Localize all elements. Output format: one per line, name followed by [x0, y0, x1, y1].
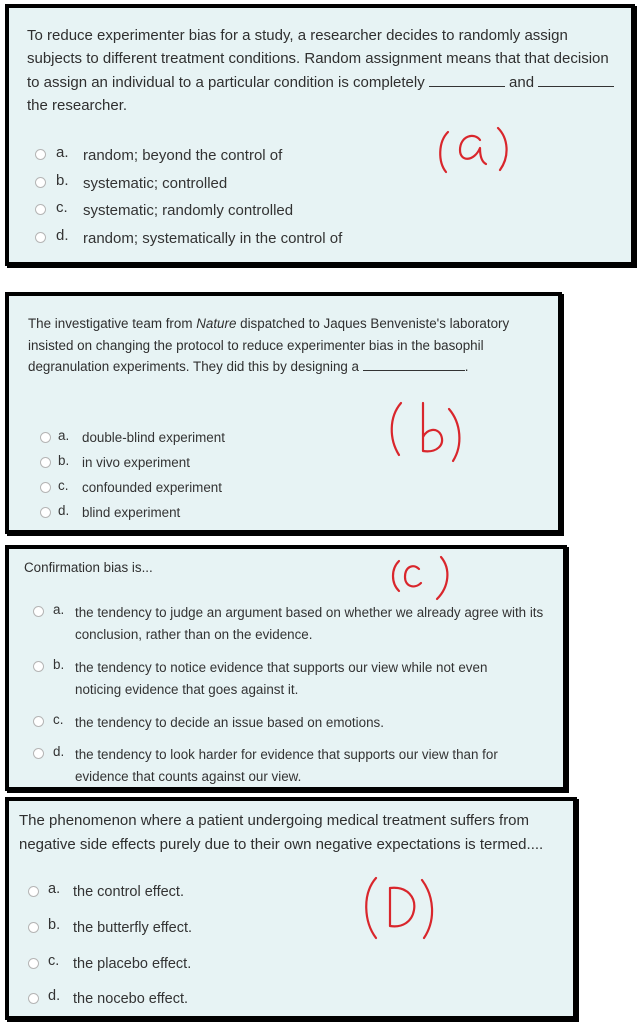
option-label: the tendency to judge an argument based on whether we already agree with its conclusion, rather than on the evidence. — [75, 605, 544, 642]
radio-button[interactable] — [33, 661, 44, 672]
radio-button[interactable] — [40, 482, 51, 493]
option-a[interactable] — [33, 602, 565, 646]
answer-blank — [538, 72, 614, 87]
question-stem — [27, 24, 623, 117]
option-c[interactable] — [35, 199, 293, 222]
option-label: the butterfly effect. — [73, 920, 193, 936]
option-letter: c. — [58, 478, 69, 493]
question-stem — [19, 809, 569, 857]
option-letter: c. — [53, 712, 64, 727]
option-b[interactable] — [33, 657, 565, 701]
question-card-1 — [5, 4, 635, 266]
stem-text: To reduce experimenter bias for a study, a researcher decides to randomly assign subjects to different treatment conditions. Random assignment means that that decision to assign an individual to a particular condition is completely — [27, 27, 609, 91]
stem-text: The investigative team from — [28, 316, 197, 331]
option-label: double-blind experiment — [82, 430, 225, 445]
answer-blank — [429, 72, 505, 87]
option-label: the nocebo effect. — [73, 991, 189, 1007]
radio-button[interactable] — [28, 922, 39, 933]
radio-button[interactable] — [35, 204, 46, 215]
question-card-4 — [5, 797, 577, 1020]
stem-text: The phenomenon where a patient undergoing medical treatment suffers from negative side effects purely due to their own negative expectations is termed.... — [19, 812, 544, 853]
option-a[interactable] — [35, 144, 282, 167]
stem-italic-text: Nature — [196, 316, 237, 331]
option-letter: a. — [48, 881, 61, 897]
option-letter: d. — [53, 744, 65, 759]
option-label: in vivo experiment — [82, 455, 190, 470]
option-letter: d. — [58, 503, 70, 518]
option-d[interactable] — [40, 503, 180, 524]
radio-button[interactable] — [40, 457, 51, 468]
radio-button[interactable] — [28, 993, 39, 1004]
question-card-2 — [5, 292, 562, 534]
option-label: confounded experiment — [82, 480, 222, 495]
option-letter: b. — [58, 453, 70, 468]
option-b[interactable] — [28, 917, 192, 939]
question-stem — [24, 558, 544, 579]
option-label: systematic; randomly controlled — [83, 202, 294, 219]
option-letter: c. — [56, 199, 68, 216]
radio-button[interactable] — [33, 716, 44, 727]
option-letter: c. — [48, 953, 60, 969]
option-letter: a. — [53, 602, 65, 617]
option-letter: d. — [48, 988, 61, 1004]
stem-text: . — [464, 359, 469, 374]
radio-button[interactable] — [40, 432, 51, 443]
option-c[interactable] — [33, 712, 565, 734]
option-a[interactable] — [40, 428, 225, 449]
option-letter: a. — [56, 144, 69, 161]
option-c[interactable] — [40, 478, 222, 499]
radio-button[interactable] — [35, 177, 46, 188]
handwritten-annotation-b — [383, 395, 468, 465]
question-stem — [28, 313, 548, 378]
handwritten-annotation-a — [428, 120, 518, 180]
option-b[interactable] — [40, 453, 190, 474]
option-letter: d. — [56, 227, 69, 244]
question-card-3 — [5, 545, 567, 791]
option-letter: b. — [56, 172, 69, 189]
option-letter: b. — [53, 657, 65, 672]
stem-text: Confirmation bias is... — [24, 560, 153, 575]
radio-button[interactable] — [40, 507, 51, 518]
option-label: systematic; controlled — [83, 175, 228, 192]
stem-text: dispatched to Jaques Benveniste's laboratory insisted on changing the protocol to reduce experimenter bias in the basophil degranulation experiments. They did this by designing a — [28, 316, 510, 374]
option-d[interactable] — [28, 988, 188, 1010]
option-label: the tendency to look harder for evidence that supports our view than for evidence that counts against our view. — [75, 747, 498, 784]
option-label: random; beyond the control of — [83, 147, 283, 164]
radio-button[interactable] — [28, 958, 39, 969]
option-d[interactable] — [35, 227, 342, 250]
option-letter: b. — [48, 917, 61, 933]
option-letter: a. — [58, 428, 70, 443]
option-label: the placebo effect. — [73, 956, 192, 972]
radio-button[interactable] — [28, 886, 39, 897]
option-d[interactable] — [33, 744, 565, 788]
handwritten-annotation-d — [360, 872, 440, 944]
option-a[interactable] — [28, 881, 184, 903]
radio-button[interactable] — [35, 149, 46, 160]
radio-button[interactable] — [33, 606, 44, 617]
answer-blank — [363, 358, 465, 371]
option-label: random; systematically in the control of — [83, 230, 343, 247]
handwritten-annotation-c — [385, 553, 465, 603]
option-label: blind experiment — [82, 505, 181, 520]
option-label: the tendency to decide an issue based on emotions. — [75, 715, 384, 730]
option-c[interactable] — [28, 953, 191, 975]
option-label: the tendency to notice evidence that supports our view while not even noticing evidence that goes against it. — [75, 660, 488, 697]
stem-text: and — [504, 73, 539, 91]
radio-button[interactable] — [35, 232, 46, 243]
option-label: the control effect. — [73, 884, 184, 900]
option-b[interactable] — [35, 172, 227, 195]
radio-button[interactable] — [33, 748, 44, 759]
stem-text: the researcher. — [27, 96, 128, 114]
